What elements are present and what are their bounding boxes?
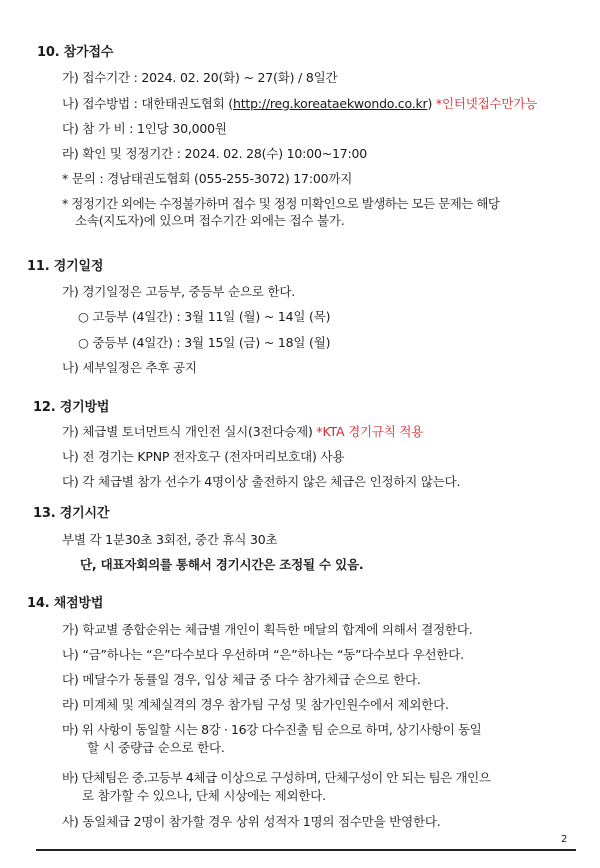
section-heading-time: 13. 경기시간 (33, 506, 110, 521)
section-heading-scoring: 14. 채점방법 (27, 596, 104, 611)
section-heading-method: 12. 경기방법 (33, 400, 110, 415)
online-only-note: *인터넷접수만가능 (432, 96, 537, 111)
scoring-rule-b: 나) “금”하나는 “은”다수보다 우선하며 “은”하나는 “동”다수보다 우선한다. (62, 647, 464, 662)
method-tournament (62, 424, 423, 440)
method-tournament-text: 가) 체급별 토너먼트식 개인전 실시(3전다승제) (62, 424, 313, 439)
scoring-rule-e-line2: 할 시 중량급 순으로 한다. (87, 740, 225, 755)
registration-link[interactable]: http://reg.koreataekwondo.co.kr (232, 96, 428, 111)
section-heading-registration: 10. 참가접수 (37, 45, 114, 60)
scoring-rule-e-line1: 마) 위 사항이 동일할 시는 8강 · 16강 다수진출 팀 순으로 하며, 상기사항이 동일 (62, 722, 482, 737)
match-time-adjustment: 단, 대표자회의를 통해서 경기시간은 조정될 수 있음. (80, 557, 364, 572)
schedule-high-school: ○ 고등부 (4일간) : 3월 11일 (월) ~ 14일 (목) (78, 309, 331, 324)
match-time: 부별 각 1분30초 3회전, 중간 휴식 30초 (62, 532, 278, 547)
schedule-order: 가) 경기일정은 고등부, 중등부 순으로 한다. (62, 284, 295, 299)
scoring-rule-f-line1: 바) 단체팀은 중.고등부 4체급 이상으로 구성하며, 단체구성이 안 되는 팀은 개인으 (62, 770, 491, 785)
participation-fee: 다) 참 가 비 : 1인당 30,000원 (62, 121, 227, 136)
registration-method-label: 나) 접수방법 : 대한태권도협회 ( (62, 96, 233, 111)
inquiry-note: * 문의 : 경남태권도협회 (055-255-3072) 17:00까지 (62, 171, 353, 186)
schedule-detail-notice: 나) 세부일정은 추후 공지 (62, 360, 197, 375)
correction-warning-line1: * 정정기간 외에는 수정불가하며 접수 및 정정 미확인으로 발생하는 모든 문제는 해당 (62, 196, 500, 211)
schedule-middle-school: ○ 중등부 (4일간) : 3월 15일 (금) ~ 18일 (월) (78, 335, 331, 350)
registration-method (62, 96, 537, 112)
correction-period: 라) 확인 및 정정기간 : 2024. 02. 28(수) 10:00~17:00 (62, 146, 367, 161)
scoring-rule-d: 라) 미계체 및 계체실격의 경우 참가팀 구성 및 참가인원수에서 제외한다. (62, 697, 449, 712)
kta-rules-note: *KTA 경기규칙 적용 (312, 424, 424, 439)
section-heading-schedule: 11. 경기일정 (27, 259, 104, 274)
scoring-rule-a: 가) 학교별 종합순위는 체급별 개인이 획득한 메달의 합계에 의해서 결정한다. (62, 622, 473, 637)
method-min-entrants: 다) 각 체급별 참가 선수가 4명이상 출전하지 않은 체급은 인정하지 않는다. (62, 474, 461, 489)
registration-method-tail: ) (427, 96, 433, 111)
scoring-rule-f-line2: 로 참가할 수 있으나, 단체 시상에는 제외한다. (82, 788, 326, 803)
method-equipment: 나) 전 경기는 KPNP 전자호구 (전자머리보호대) 사용 (62, 449, 345, 464)
footer-divider (36, 849, 576, 851)
scoring-rule-c: 다) 메달수가 동률일 경우, 입상 체급 중 다수 참가체급 순으로 한다. (62, 672, 421, 687)
registration-period: 가) 접수기간 : 2024. 02. 20(화) ~ 27(화) / 8일간 (62, 70, 338, 85)
correction-warning-line2: 소속(지도자)에 있으며 접수기간 외에는 접수 불가. (75, 213, 345, 228)
page-number: 2 (561, 834, 568, 845)
scoring-rule-g: 사) 동일체급 2명이 참가할 경우 상위 성적자 1명의 점수만을 반영한다. (62, 814, 441, 829)
